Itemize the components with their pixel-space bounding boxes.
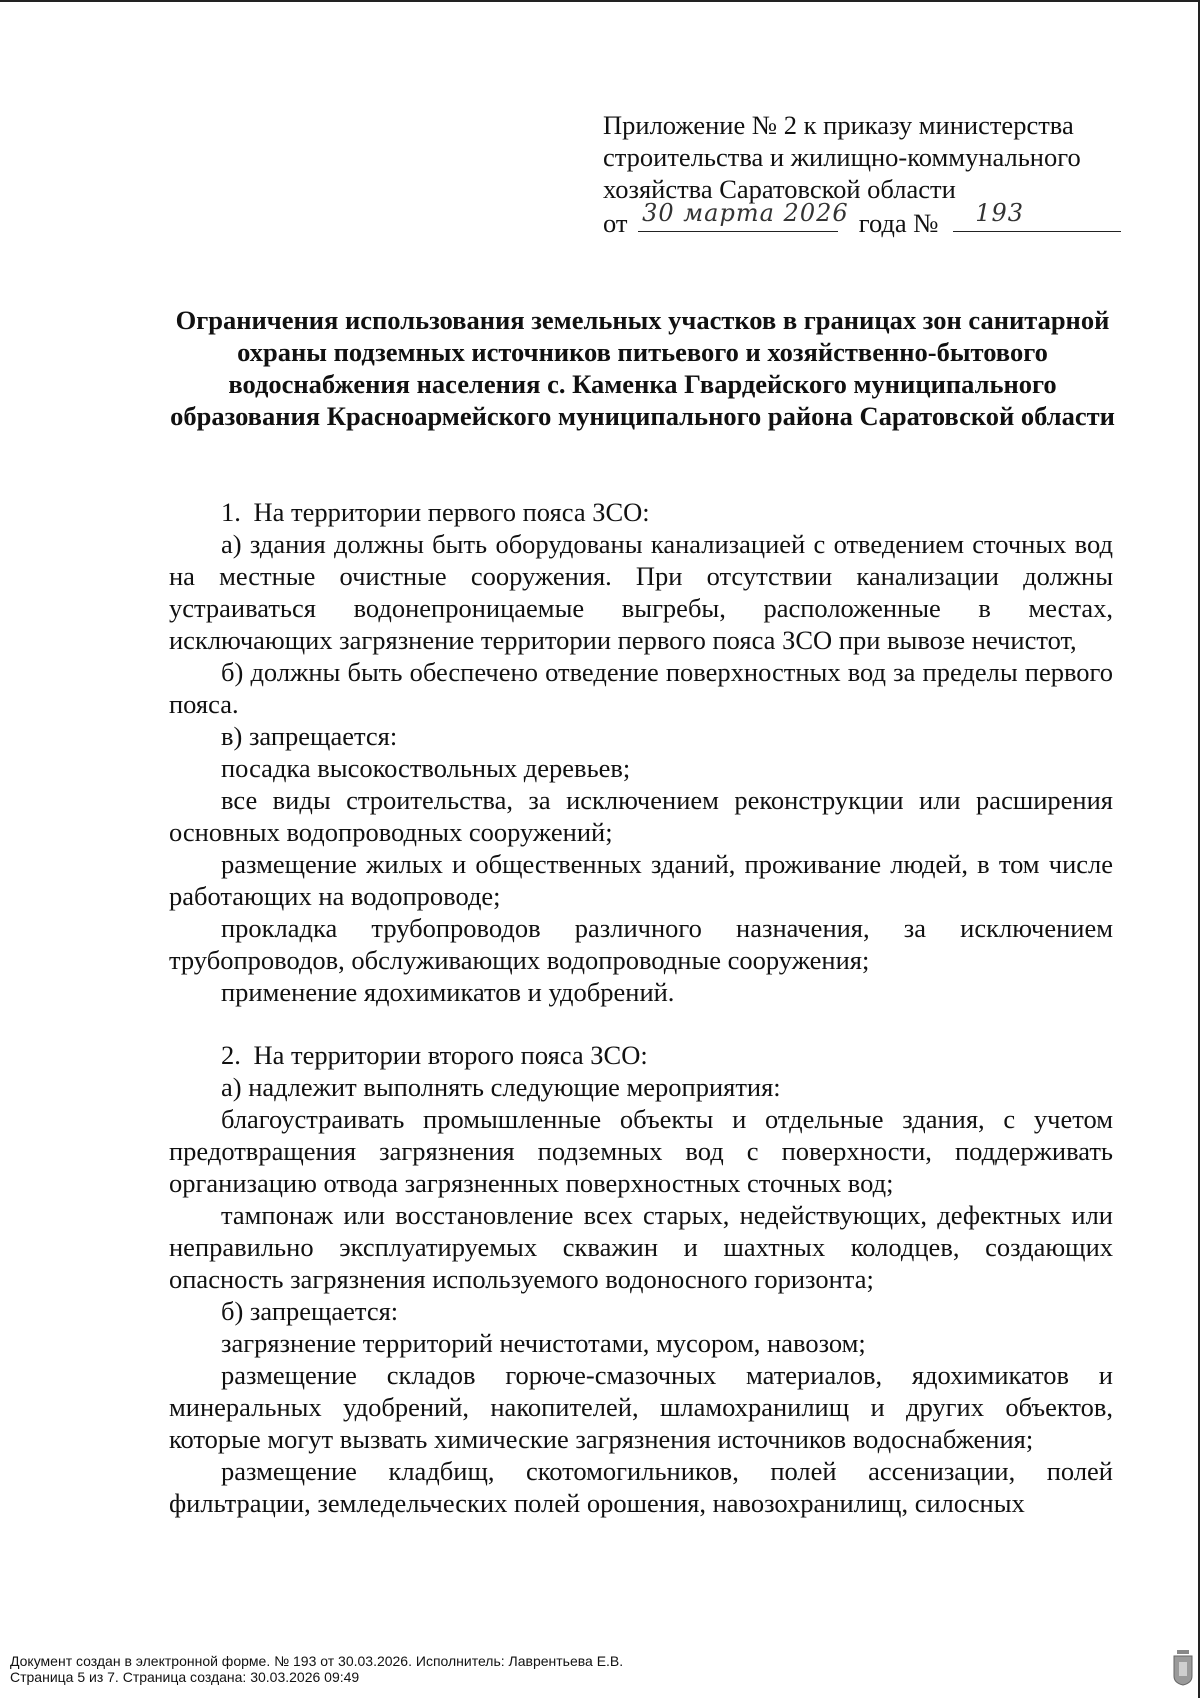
section-2-paragraph: а) надлежит выполнять следующие мероприятия: <box>221 1072 781 1102</box>
appendix-line-3: хозяйства Саратовской области <box>603 174 956 204</box>
section-2-paragraph: размещение кладбищ, скотомогильников, полей ассенизации, полей фильтрации, земледельческих полей орошения, навозохранилищ, силосных <box>169 1456 1113 1518</box>
section-2-heading-text: На территории второго пояса ЗСО: <box>253 1040 648 1070</box>
section-1-paragraph: прокладка трубопроводов различного назначения, за исключением трубопроводов, обслуживающих водопроводные сооружения; <box>169 913 1113 975</box>
section-2-number: 2. <box>221 1040 241 1070</box>
section-gap <box>169 1008 1113 1039</box>
coat-of-arms-icon <box>1172 1650 1194 1686</box>
from-label: от <box>603 208 628 238</box>
document-body <box>169 496 1113 1519</box>
footer-line-2: Страница 5 из 7. Страница создана: 30.03.2026 09:49 <box>10 1669 360 1685</box>
section-2-paragraph: загрязнение территорий нечистотами, мусором, навозом; <box>221 1328 866 1358</box>
date-number-row <box>603 199 1123 239</box>
section-2-heading <box>169 1039 1113 1071</box>
section-2-paragraph: благоустраивать промышленные объекты и отдельные здания, с учетом предотвращения загрязнения подземных вод с поверхности, поддерживать организацию отвода загрязненных поверхностных сточных вод; <box>169 1104 1113 1198</box>
section-1-paragraph: все виды строительства, за исключением реконструкции или расширения основных водопроводных сооружений; <box>169 785 1113 847</box>
appendix-header <box>603 109 1123 239</box>
number-label: года № <box>858 208 939 238</box>
appendix-line-1: Приложение № 2 к приказу министерства <box>603 110 1074 140</box>
section-2-paragraph: б) запрещается: <box>221 1296 399 1326</box>
section-1-heading <box>169 496 1113 528</box>
section-1-heading-text: На территории первого пояса ЗСО: <box>253 497 650 527</box>
handwritten-date: 30 марта 2026 <box>642 199 849 227</box>
section-1-paragraph: б) должны быть обеспечено отведение поверхностных вод за пределы первого пояса. <box>169 657 1113 719</box>
date-field <box>638 199 849 232</box>
handwritten-number: 193 <box>975 199 1025 227</box>
section-1-paragraph: применение ядохимикатов и удобрений. <box>221 977 675 1007</box>
section-1-paragraph: посадка высокоствольных деревьев; <box>221 753 631 783</box>
electronic-document-footer <box>10 1653 623 1685</box>
section-2-paragraph: размещение складов горюче-смазочных материалов, ядохимикатов и минеральных удобрений, накопителей, шламохранилищ и других объектов, которые могут вызвать химические загрязнения источников водоснабжения; <box>169 1360 1113 1454</box>
section-1-paragraph: в) запрещается: <box>221 721 398 751</box>
section-1-number: 1. <box>221 497 241 527</box>
section-2-paragraph: тампонаж или восстановление всех старых, недействующих, дефектных или неправильно эксплуатируемых скважин и шахтных колодцев, создающих опасность загрязнения используемого водоносного горизонта; <box>169 1200 1113 1294</box>
section-1-paragraph: а) здания должны быть оборудованы канализацией с отведением сточных вод на местные очистные сооружения. При отсутствии канализации должны устраиваться водонепроницаемые выгребы, расположенные в местах, исключающих загрязнение территории первого пояса ЗСО при вывозе нечистот, <box>169 529 1113 655</box>
document-title: Ограничения использования земельных участков в границах зон санитарной охраны подземных источников питьевого и хозяйственно-бытового водоснабжения населения с. Каменка Гвардейского муниципального образования Красноармейского муниципального района Саратовской области <box>170 305 1115 431</box>
number-field <box>953 199 1121 232</box>
footer-line-1: Документ создан в электронной форме. № 193 от 30.03.2026. Исполнитель: Лаврентьева Е.В. <box>10 1653 624 1669</box>
appendix-line-2: строительства и жилищно-коммунального <box>603 142 1081 172</box>
section-1-paragraph: размещение жилых и общественных зданий, проживание людей, в том числе работающих на водопроводе; <box>169 849 1113 911</box>
